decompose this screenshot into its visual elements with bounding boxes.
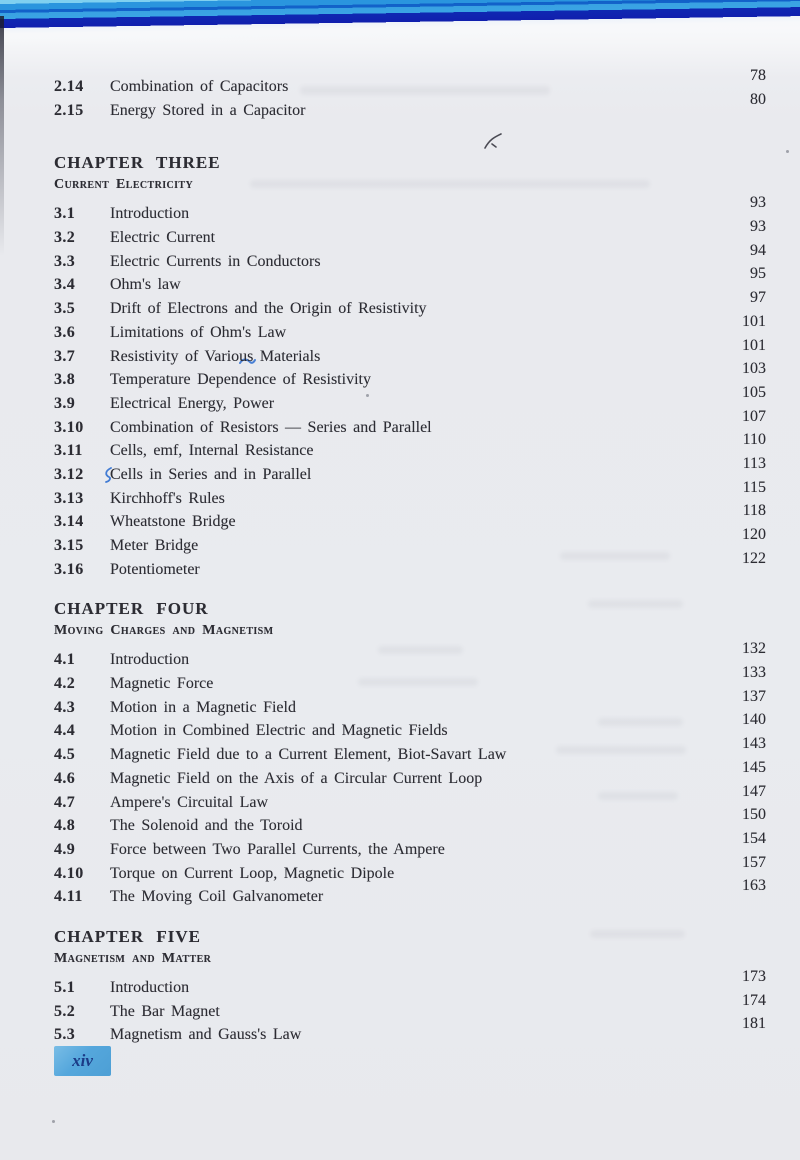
toc-row xyxy=(0,853,800,886)
toc-item-page: 101 xyxy=(742,312,766,330)
toc-item-page: 122 xyxy=(742,549,766,567)
toc-item-title: Magnetic Field on the Axis of a Circular Current Loop xyxy=(110,769,483,787)
chapter-items xyxy=(0,194,800,581)
toc-item-title: Resistivity of Various Materials xyxy=(110,347,321,365)
toc-item-title: The Bar Magnet xyxy=(110,1002,220,1020)
toc-item-page: 118 xyxy=(742,502,766,520)
toc-row xyxy=(0,549,800,582)
toc-row xyxy=(0,383,800,416)
toc-item-number: 2.15 xyxy=(54,101,84,119)
toc-row xyxy=(0,265,800,297)
toc-row xyxy=(0,194,800,226)
toc-item-title: Ampere's Circuital Law xyxy=(110,793,269,811)
toc-row xyxy=(0,664,800,696)
toc-row xyxy=(0,312,800,345)
toc-item-page: 103 xyxy=(742,360,766,378)
toc-item-title: Electric Current xyxy=(110,229,216,247)
toc-item-title: Force between Two Parallel Currents, the Ampere xyxy=(110,840,445,858)
toc-item-number: 3.16 xyxy=(54,560,84,578)
toc-item-number: 3.12 xyxy=(54,465,84,483)
toc-row xyxy=(0,1015,800,1047)
toc-item-page: 150 xyxy=(742,806,766,824)
toc-item-title: Cells, emf, Internal Resistance xyxy=(110,442,314,460)
toc-item-number: 3.9 xyxy=(54,394,76,412)
toc-item-number: 3.15 xyxy=(54,537,84,554)
toc-item-number: 4.2 xyxy=(54,675,76,693)
toc-item-number: 4.6 xyxy=(54,769,76,787)
toc-row xyxy=(0,218,800,250)
toc-item-page: 80 xyxy=(750,90,766,108)
toc-item-number: 3.7 xyxy=(54,347,76,365)
toc-item-number: 3.8 xyxy=(54,371,76,389)
toc-item-number: 5.1 xyxy=(54,978,76,996)
toc-row xyxy=(0,241,800,274)
chapter-heading: CHAPTER FOUR xyxy=(54,599,209,619)
toc-row xyxy=(0,431,800,463)
toc-row xyxy=(0,407,800,440)
toc-row xyxy=(0,782,800,815)
toc-chapter xyxy=(0,152,800,581)
toc-item-page: 140 xyxy=(742,711,766,729)
toc-leading-items xyxy=(0,67,800,122)
toc-row xyxy=(0,735,800,767)
toc-item-title: Drift of Electrons and the Origin of Resistivity xyxy=(110,300,427,318)
toc-item-title: Electric Currents in Conductors xyxy=(110,252,321,270)
toc-item-page: 97 xyxy=(750,289,766,307)
toc-item-number: 3.6 xyxy=(54,323,76,341)
toc-item-page: 105 xyxy=(742,383,766,401)
toc-item-number: 3.4 xyxy=(54,276,76,294)
toc-item-number: 4.8 xyxy=(54,817,76,835)
toc-item-number: 4.3 xyxy=(54,698,76,716)
toc-item-title: Magnetic Field due to a Current Element, Biot-Savart Law xyxy=(110,746,507,764)
toc-item-page: 181 xyxy=(742,1015,766,1033)
toc-item-page: 154 xyxy=(742,829,766,847)
toc-chapter xyxy=(0,598,800,909)
toc-item-title: Ohm's law xyxy=(110,276,181,294)
chapter-heading: CHAPTER FIVE xyxy=(54,926,201,946)
toc-item-number: 4.10 xyxy=(54,864,84,882)
toc-item-page: 157 xyxy=(742,853,766,871)
toc-item-title: Wheatstone Bridge xyxy=(110,513,236,531)
toc-item-number: 3.13 xyxy=(54,489,84,507)
toc-row xyxy=(0,526,800,558)
toc-item-page: 173 xyxy=(742,967,766,985)
toc-item-title: Potentiometer xyxy=(110,560,200,578)
toc-row xyxy=(0,640,800,672)
toc-row xyxy=(0,991,800,1024)
toc-item-number: 4.5 xyxy=(54,746,76,764)
toc-item-title: Combination of Resistors — Series and Parallel xyxy=(110,418,432,436)
chapter-subheading: Current Electricity xyxy=(54,177,194,193)
toc-row xyxy=(0,967,800,1000)
chapter-items xyxy=(0,640,800,909)
toc-item-title: Introduction xyxy=(110,205,190,223)
toc-item-number: 3.3 xyxy=(54,252,76,270)
toc-item-page: 107 xyxy=(742,407,766,425)
toc-row xyxy=(0,360,800,392)
toc-item-page: 115 xyxy=(742,478,766,496)
toc-item-number: 3.1 xyxy=(54,205,76,223)
toc-chapters xyxy=(0,152,800,1047)
toc-row xyxy=(0,687,800,720)
toc-item-page: 143 xyxy=(742,735,766,753)
toc-item-title: Energy Stored in a Capacitor xyxy=(110,101,306,119)
toc-item-page: 137 xyxy=(742,687,766,705)
page-folio-badge xyxy=(54,1046,111,1076)
toc-item-title: Limitations of Ohm's Law xyxy=(110,323,287,341)
toc-item-number: 4.9 xyxy=(54,840,76,858)
toc-item-title: Magnetic Force xyxy=(110,675,214,693)
toc-item-number: 3.11 xyxy=(54,442,83,460)
toc-item-number: 4.11 xyxy=(54,888,83,906)
toc-item-title: Cells in Series and in Parallel xyxy=(110,465,312,483)
toc-row xyxy=(0,67,800,99)
page-folio-label: xiv xyxy=(72,1051,93,1070)
toc-row xyxy=(0,711,800,743)
toc-item-title: Motion in Combined Electric and Magnetic Fields xyxy=(110,722,448,740)
toc-row xyxy=(0,806,800,838)
toc-item-title: Torque on Current Loop, Magnetic Dipole xyxy=(110,864,395,882)
toc-item-page: 145 xyxy=(742,758,766,776)
toc-row xyxy=(0,502,800,534)
toc-item-number: 3.5 xyxy=(54,300,76,318)
chapter-subheading: Magnetism and Matter xyxy=(54,950,212,966)
toc-item-page: 147 xyxy=(742,782,766,800)
toc-item-title: Combination of Capacitors xyxy=(110,78,289,95)
toc-item-page: 132 xyxy=(742,640,766,658)
toc-item-title: Motion in a Magnetic Field xyxy=(110,698,296,716)
chapter-subheading: Moving Charges and Magnetism xyxy=(54,623,274,639)
toc-item-page: 120 xyxy=(742,526,766,543)
toc-item-title: Magnetism and Gauss's Law xyxy=(110,1026,302,1044)
toc-item-title: Meter Bridge xyxy=(110,537,199,554)
toc-item-title: Temperature Dependence of Resistivity xyxy=(110,371,371,389)
toc-item-number: 4.4 xyxy=(54,722,76,740)
toc-row xyxy=(0,289,800,321)
toc-row xyxy=(0,478,800,511)
toc-item-title: Introduction xyxy=(110,978,190,996)
toc-item-number: 5.3 xyxy=(54,1026,76,1044)
toc-item-page: 101 xyxy=(742,336,766,354)
toc-item-page: 174 xyxy=(742,991,766,1009)
chapter-heading: CHAPTER THREE xyxy=(54,153,221,173)
toc-item-page: 93 xyxy=(750,194,766,212)
toc-item-title: The Moving Coil Galvanometer xyxy=(110,888,324,906)
toc-item-number: 4.7 xyxy=(54,793,76,811)
toc-row xyxy=(0,758,800,791)
toc-item-page: 93 xyxy=(750,218,766,236)
chapter-items xyxy=(0,967,800,1047)
toc-item-page: 133 xyxy=(742,664,766,682)
toc-row xyxy=(0,90,800,123)
toc-item-title: Electrical Energy, Power xyxy=(110,394,275,412)
toc-item-page: 110 xyxy=(742,431,766,449)
toc-item-title: Kirchhoff's Rules xyxy=(110,489,225,507)
toc-row xyxy=(0,336,800,369)
toc-row xyxy=(0,877,800,909)
toc-row xyxy=(0,829,800,862)
toc-item-title: Introduction xyxy=(110,651,190,669)
toc-item-number: 4.1 xyxy=(54,651,76,669)
toc-item-page: 78 xyxy=(750,67,766,84)
toc-item-number: 3.14 xyxy=(54,513,84,531)
toc-item-title: The Solenoid and the Toroid xyxy=(110,817,303,835)
toc-item-page: 94 xyxy=(750,241,766,259)
toc-chapter xyxy=(0,926,800,1047)
toc-item-number: 2.14 xyxy=(54,78,84,95)
toc-item-page: 95 xyxy=(750,265,766,283)
toc-item-number: 3.2 xyxy=(54,229,76,247)
toc-row xyxy=(0,454,800,487)
toc-item-page: 163 xyxy=(742,877,766,895)
toc-item-number: 5.2 xyxy=(54,1002,76,1020)
toc-item-number: 3.10 xyxy=(54,418,84,436)
toc-item-page: 113 xyxy=(742,454,766,472)
